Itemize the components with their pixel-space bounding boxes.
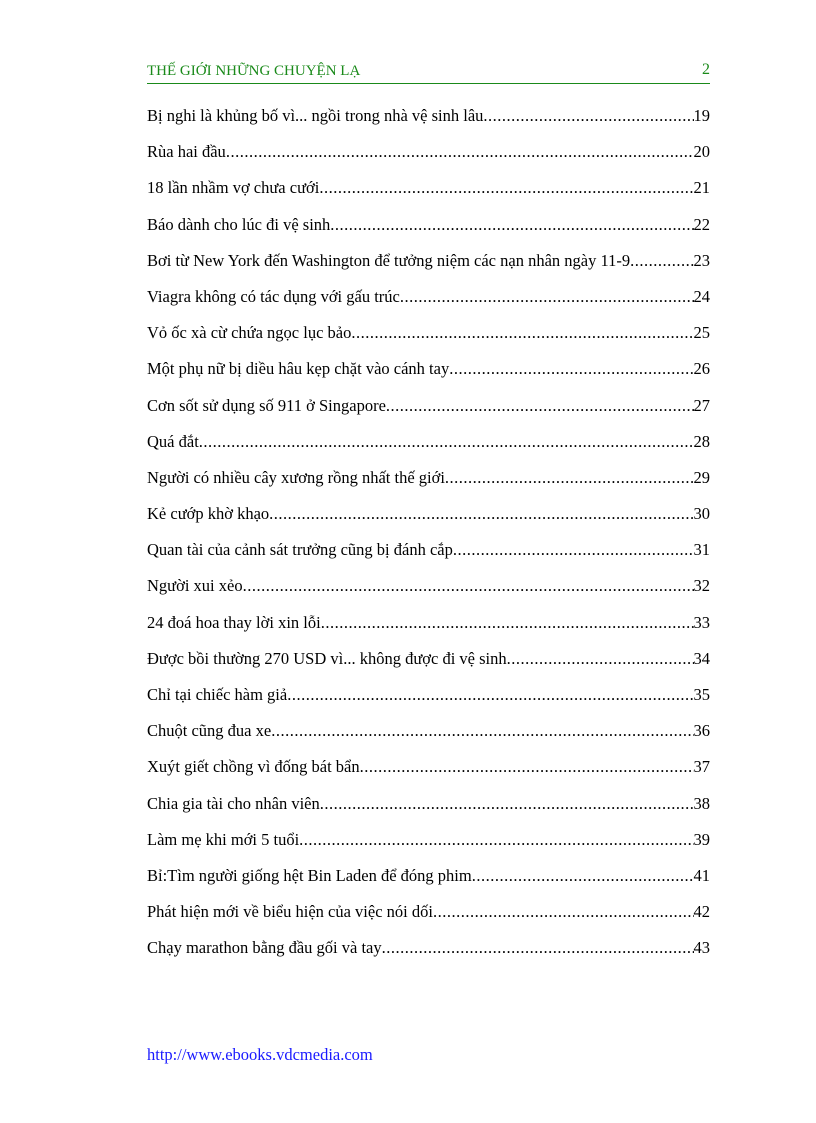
- toc-entry[interactable]: [147, 568, 710, 604]
- toc-entry-title: Chuột cũng đua xe: [147, 721, 272, 741]
- toc-dot-leader: [507, 641, 694, 677]
- toc-entry-page: 21: [693, 178, 710, 198]
- table-of-contents: [147, 98, 710, 967]
- toc-entry-page: 19: [693, 106, 710, 125]
- toc-dot-leader: [243, 568, 694, 604]
- toc-dot-leader: [386, 388, 694, 424]
- toc-entry[interactable]: [147, 641, 710, 677]
- toc-dot-leader: [630, 243, 693, 279]
- toc-dot-leader: [472, 858, 694, 894]
- toc-entry-page: 30: [693, 504, 710, 524]
- toc-dot-leader: [453, 532, 694, 568]
- toc-entry-page: 42: [693, 902, 710, 922]
- toc-entry[interactable]: [147, 460, 710, 496]
- toc-entry[interactable]: [147, 894, 710, 930]
- toc-entry[interactable]: [147, 424, 710, 460]
- toc-dot-leader: [287, 677, 693, 713]
- toc-entry-title: Vỏ ốc xà cừ chứa ngọc lục bảo: [147, 323, 352, 343]
- toc-entry-page: 22: [693, 214, 710, 234]
- toc-entry-page: 26: [693, 359, 710, 379]
- toc-dot-leader: [269, 496, 693, 532]
- toc-entry-page: 24: [693, 286, 710, 306]
- toc-entry[interactable]: [147, 496, 710, 532]
- toc-entry[interactable]: [147, 677, 710, 713]
- toc-entry-title: Phát hiện mới về biểu hiện của việc nói dối: [147, 902, 433, 922]
- toc-dot-leader: [271, 713, 693, 749]
- toc-dot-leader: [449, 351, 693, 387]
- toc-entry-page: 23: [693, 250, 710, 270]
- toc-entry-page: 32: [693, 576, 710, 596]
- toc-entry[interactable]: [147, 279, 710, 315]
- toc-entry-title: Xuýt giết chồng vì đống bát bẩn: [147, 757, 360, 777]
- toc-entry-title: Chạy marathon bằng đầu gối và tay: [147, 938, 382, 958]
- toc-entry[interactable]: [147, 930, 710, 966]
- footer-link[interactable]: http://www.ebooks.vdcmedia.com: [147, 1045, 373, 1064]
- toc-entry[interactable]: [147, 98, 710, 134]
- toc-entry-title: 24 đoá hoa thay lời xin lỗi: [147, 612, 321, 632]
- toc-entry-title: Được bồi thường 270 USD vì... không được đi vệ sinh: [147, 648, 507, 668]
- toc-entry-title: Chia gia tài cho nhân viên: [147, 793, 320, 813]
- toc-entry-page: 38: [693, 793, 710, 813]
- toc-entry-page: 41: [693, 865, 710, 885]
- toc-entry-title: Chỉ tại chiếc hàm giả: [147, 685, 288, 704]
- toc-entry[interactable]: [147, 822, 710, 858]
- toc-entry-page: 34: [693, 648, 710, 668]
- toc-entry-title: Báo dành cho lúc đi vệ sinh: [147, 214, 331, 234]
- toc-entry-page: 39: [693, 829, 710, 849]
- toc-entry[interactable]: [147, 207, 710, 243]
- toc-entry-page: 29: [693, 467, 710, 487]
- toc-entry-page: 35: [693, 685, 710, 704]
- toc-dot-leader: [299, 822, 693, 858]
- toc-entry-title: Quan tài của cảnh sát trưởng cũng bị đánh cắp: [147, 540, 453, 560]
- toc-entry[interactable]: [147, 605, 710, 641]
- toc-entry-title: Làm mẹ khi mới 5 tuổi: [147, 829, 300, 849]
- toc-entry[interactable]: [147, 315, 710, 351]
- toc-entry-title: Bị nghi là khủng bố vì... ngồi trong nhà vệ sinh lâu: [147, 106, 484, 125]
- toc-entry-title: Người có nhiều cây xương rồng nhất thế giới: [147, 467, 445, 487]
- toc-dot-leader: [360, 749, 694, 785]
- toc-dot-leader: [319, 170, 693, 206]
- toc-entry-page: 20: [693, 142, 710, 162]
- toc-entry-page: 36: [693, 721, 710, 741]
- toc-dot-leader: [483, 98, 693, 134]
- toc-entry-page: 43: [693, 938, 710, 958]
- toc-entry[interactable]: [147, 170, 710, 206]
- toc-entry[interactable]: [147, 532, 710, 568]
- toc-entry-title: Người xui xẻo: [147, 576, 243, 596]
- toc-entry-page: 27: [693, 395, 710, 415]
- toc-entry-title: 18 lần nhầm vợ chưa cưới: [147, 178, 320, 198]
- toc-dot-leader: [330, 207, 693, 243]
- toc-entry-title: Rùa hai đầu: [147, 142, 226, 162]
- toc-dot-leader: [433, 894, 694, 930]
- toc-entry-title: Một phụ nữ bị diều hâu kẹp chặt vào cánh tay: [147, 359, 450, 379]
- toc-entry[interactable]: [147, 786, 710, 822]
- toc-entry-title: Kẻ cướp khờ khạo: [147, 504, 270, 524]
- toc-dot-leader: [351, 315, 693, 351]
- toc-dot-leader: [320, 786, 694, 822]
- toc-entry[interactable]: [147, 134, 710, 170]
- toc-entry[interactable]: [147, 243, 710, 279]
- toc-entry[interactable]: [147, 858, 710, 894]
- toc-entry[interactable]: [147, 749, 710, 785]
- toc-dot-leader: [199, 424, 694, 460]
- toc-dot-leader: [400, 279, 694, 315]
- toc-dot-leader: [445, 460, 694, 496]
- toc-dot-leader: [382, 930, 694, 966]
- toc-entry-page: 28: [693, 431, 710, 451]
- toc-entry[interactable]: [147, 713, 710, 749]
- toc-entry-title: Quá đắt: [147, 431, 199, 451]
- toc-entry-title: Cơn sốt sử dụng số 911 ở Singapore: [147, 395, 386, 415]
- running-header: [147, 61, 710, 84]
- book-title: THẾ GIỚI NHỮNG CHUYỆN LẠ: [147, 63, 361, 79]
- toc-entry-page: 25: [693, 323, 710, 343]
- toc-entry-page: 37: [693, 757, 710, 777]
- page-number: 2: [702, 61, 710, 78]
- toc-dot-leader: [321, 605, 694, 641]
- toc-entry[interactable]: [147, 388, 710, 424]
- toc-entry-title: Bơi từ New York đến Washington để tưởng niệm các nạn nhân ngày 11-9: [147, 250, 631, 270]
- toc-entry[interactable]: [147, 351, 710, 387]
- toc-entry-title: Viagra không có tác dụng với gấu trúc: [147, 286, 400, 306]
- toc-entry-title: Bỉ:Tìm người giống hệt Bin Laden để đóng phim: [147, 865, 472, 885]
- toc-entry-page: 31: [693, 540, 710, 560]
- toc-dot-leader: [226, 134, 694, 170]
- toc-entry-page: 33: [693, 612, 710, 632]
